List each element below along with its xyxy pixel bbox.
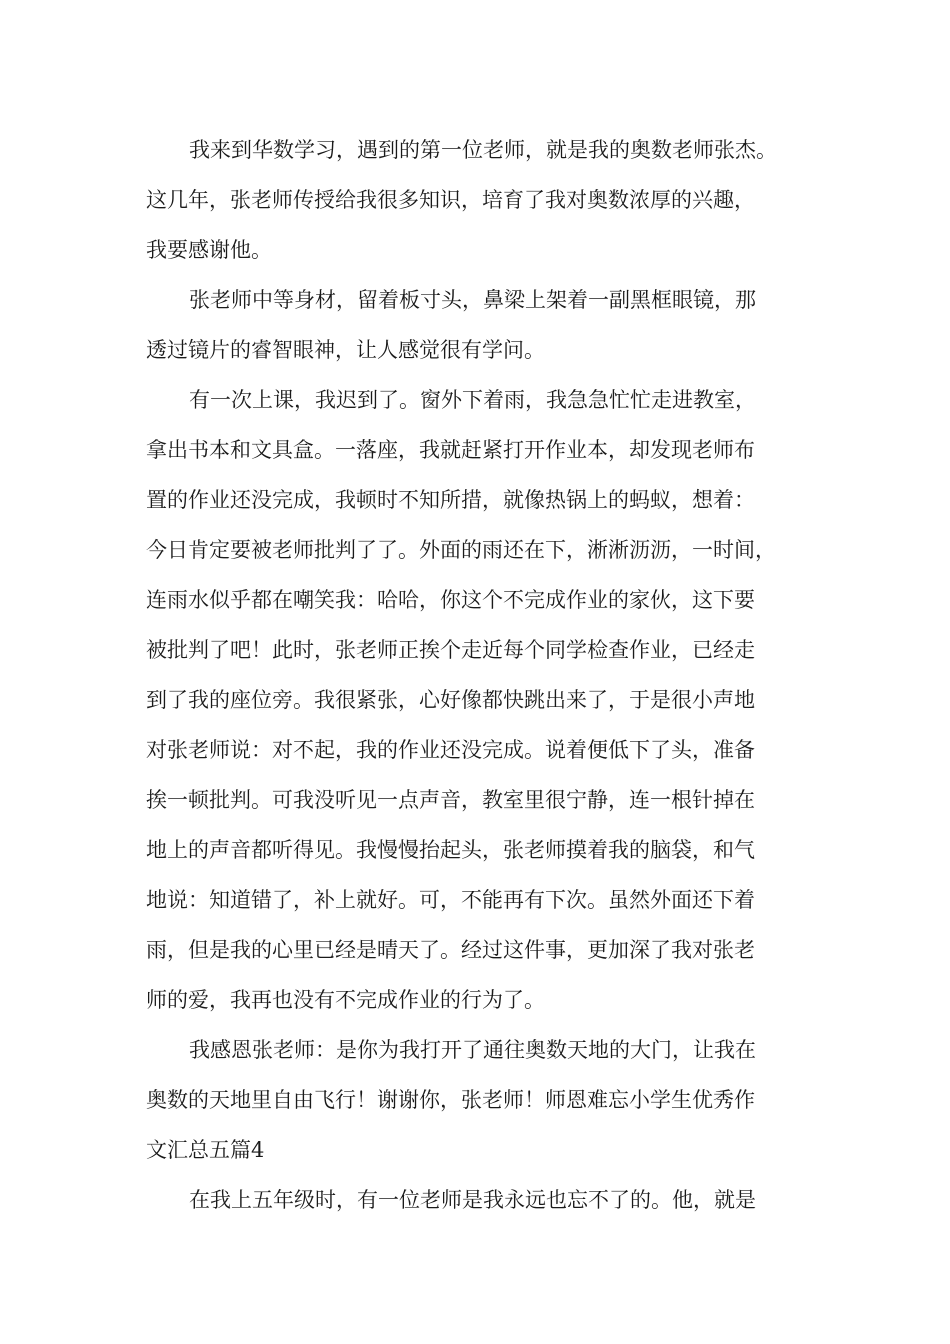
text-line: 在我上五年级时，有一位老师是我永远也忘不了的。他，就是 (189, 1188, 756, 1212)
text-line: 有一次上课，我迟到了。窗外下着雨，我急急忙忙走进教室， (189, 388, 756, 412)
text-line: 被批判了吧！此时，张老师正挨个走近每个同学检查作业，已经走 (146, 638, 755, 662)
text-line: 我要感谢他。 (146, 238, 272, 262)
text-line: 地上的声音都听得见。我慢慢抬起头，张老师摸着我的脑袋，和气 (146, 838, 755, 862)
text-line: 挨一顿批判。可我没听见一点声音，教室里很宁静，连一根针掉在 (146, 788, 755, 812)
text-line: 今日肯定要被老师批判了了。外面的雨还在下，淅淅沥沥，一时间， (146, 538, 776, 562)
text-line: 置的作业还没完成，我顿时不知所措，就像热锅上的蚂蚁，想着： (146, 488, 755, 512)
text-line: 地说：知道错了，补上就好。可，不能再有下次。虽然外面还下着 (146, 888, 755, 912)
text-line: 师的爱，我再也没有不完成作业的行为了。 (146, 988, 545, 1012)
text-line: 雨，但是我的心里已经是晴天了。经过这件事，更加深了我对张老 (146, 938, 755, 962)
text-line: 这几年，张老师传授给我很多知识，培育了我对奥数浓厚的兴趣， (146, 188, 755, 212)
text-line: 我感恩张老师：是你为我打开了通往奥数天地的大门，让我在 (189, 1038, 756, 1062)
text-line: 文汇总五篇4 (146, 1138, 265, 1162)
text-line: 连雨水似乎都在嘲笑我：哈哈，你这个不完成作业的家伙，这下要 (146, 588, 755, 612)
text-line: 拿出书本和文具盒。一落座，我就赶紧打开作业本，却发现老师布 (146, 438, 755, 462)
text-line: 我来到华数学习，遇到的第一位老师，就是我的奥数老师张杰。 (189, 138, 777, 162)
text-line: 透过镜片的睿智眼神，让人感觉很有学问。 (146, 338, 545, 362)
text-line: 到了我的座位旁。我很紧张，心好像都快跳出来了，于是很小声地 (146, 688, 755, 712)
text-line: 张老师中等身材，留着板寸头，鼻梁上架着一副黑框眼镜，那 (189, 288, 756, 312)
text-line: 对张老师说：对不起，我的作业还没完成。说着便低下了头，准备 (146, 738, 755, 762)
text-line: 奥数的天地里自由飞行！谢谢你，张老师！师恩难忘小学生优秀作 (146, 1088, 755, 1112)
